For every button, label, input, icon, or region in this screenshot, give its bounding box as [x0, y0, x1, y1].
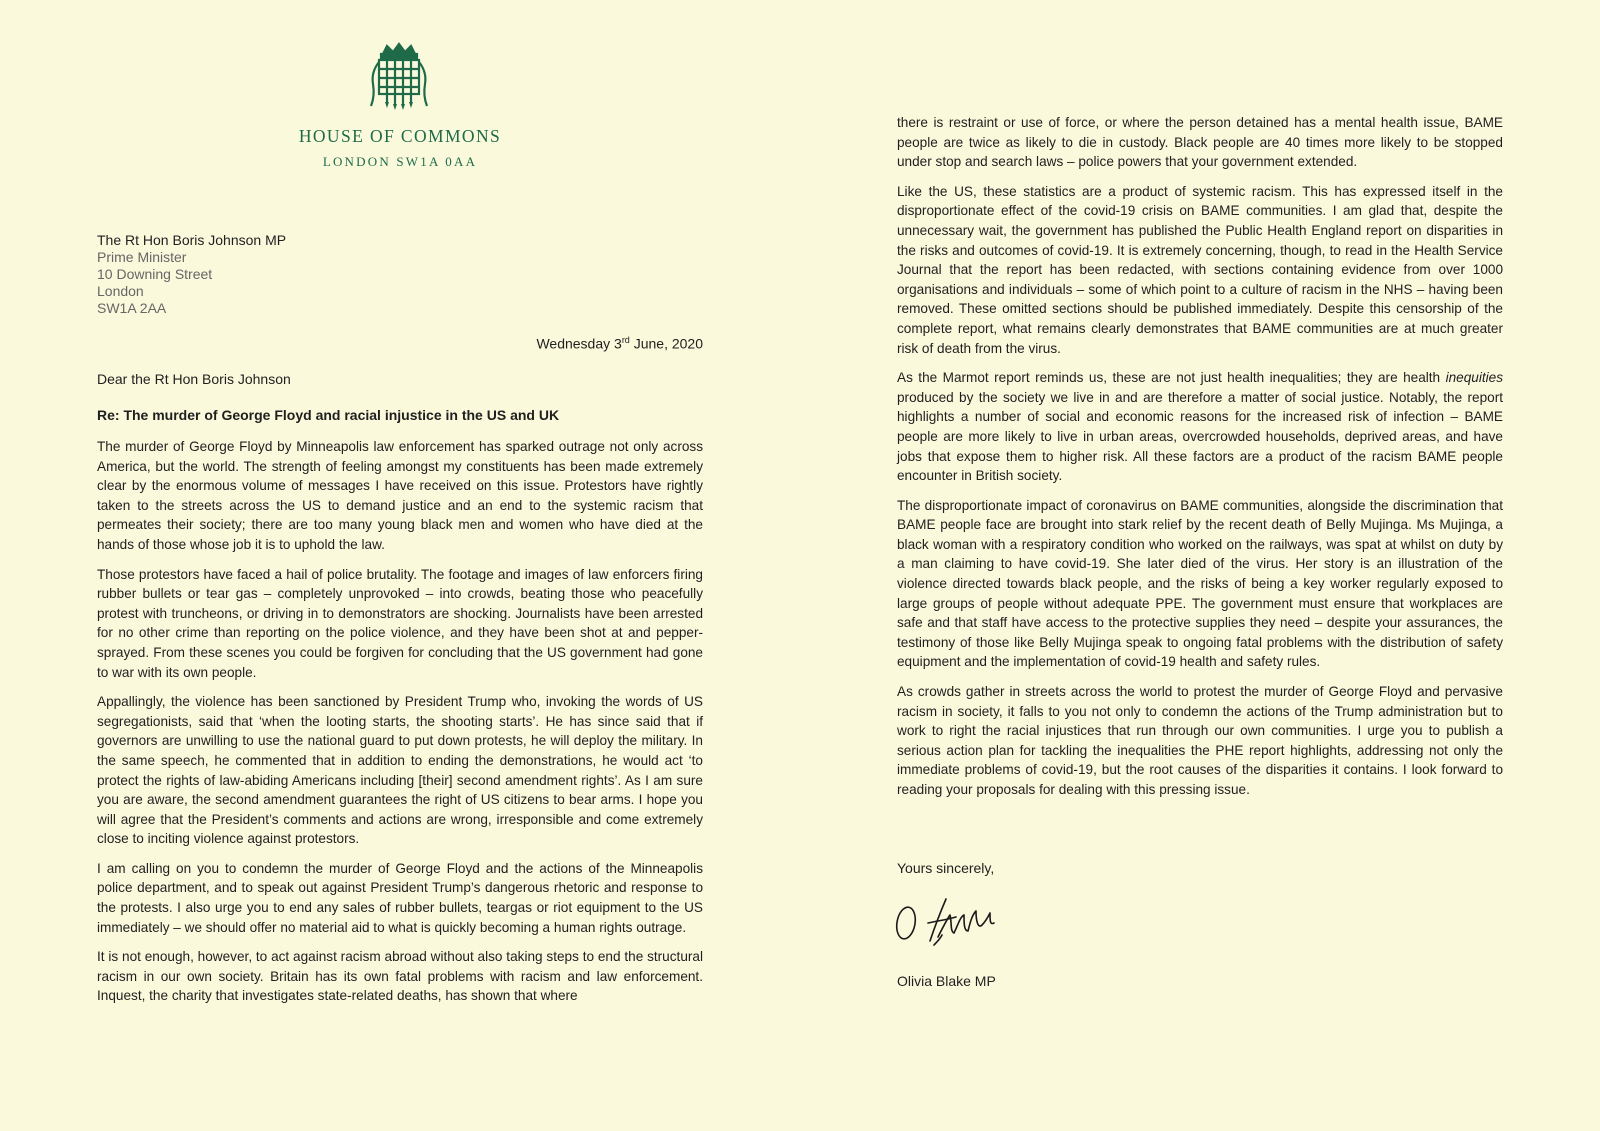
recipient-line: London	[97, 283, 144, 299]
body-paragraph: It is not enough, however, to act against racism abroad without also taking steps to end the structural racism in our own society. Britain has its own fatal problems with racism and law enforcement. Inquest, the charity that investigates state-related deaths, has shown that where	[97, 949, 703, 1004]
body-paragraph-marmot	[897, 368, 1503, 486]
body-paragraph: The murder of George Floyd by Minneapolis law enforcement has sparked outrage not only across America, but the world. The strength of feeling amongst my constituents has been made extremely clear by the enormous volume of messages I have received on this issue. Protestors have rightly taken to the streets across the US to demand justice and an end to the systemic racism that permeates their society; there are too many young black men and women who have died at the hands of those whose job it is to uphold the law.	[97, 439, 703, 552]
body-paragraph: Like the US, these statistics are a product of systemic racism. This has expressed itself in the disproportionate effect of the covid-19 crisis on BAME communities. I am glad that, despite the unnecessary wait, the government has published the Public Health England report on disparities in the risks and outcomes of covid-19. It is extremely concerning, though, to read in the Health Service Journal that the report has been redacted, with sections containing evidence from over 1000 organisations and individuals – some of which point to a culture of racism in the NHS – having been removed. These omitted sections should be published immediately. Despite this censorship of the complete report, what remains clearly demonstrates that BAME communities are at much greater risk of death from the virus.	[897, 183, 1503, 356]
letterhead-address: LONDON SW1A 0AA	[322, 154, 478, 169]
body-paragraph: I am calling on you to condemn the murder of George Floyd and the actions of the Minneapolis police department, and to speak out against President Trump’s dangerous rhetoric and response to the protests. I also urge you to end any sales of rubber bullets, teargas or riot equipment to the US immediately – we should offer no material aid to what is quickly becoming a human rights outrage.	[97, 860, 703, 935]
recipient-address	[97, 232, 286, 317]
body-paragraph: there is restraint or use of force, or where the person detained has a mental health issue, BAME people are twice as likely to die in custody. Black people are 40 times more likely to be stopped under stop and search laws – police powers that your government extended.	[897, 115, 1503, 170]
date-ordinal: rd	[621, 335, 630, 345]
recipient-line: 10 Downing Street	[97, 266, 213, 282]
portcullis-crest-icon	[369, 42, 429, 112]
date-day: Wednesday 3	[536, 335, 622, 352]
signatory-name: Olivia Blake MP	[897, 973, 996, 989]
letter-date	[97, 335, 703, 352]
salutation: Dear the Rt Hon Boris Johnson	[97, 371, 291, 387]
marmot-text: As the Marmot report reminds us, these are not just health inequalities; they are health	[897, 370, 1446, 386]
recipient-line: Prime Minister	[97, 249, 187, 265]
body-paragraph: The disproportionate impact of coronavirus on BAME communities, alongside the discrimination that BAME people face are brought into stark relief by the recent death of Belly Mujinga. Ms Mujinga, a black woman with a respiratory condition who worked on the railways, was spat at whilst on duty by a man claiming to have covid-19. She later died of the virus. Her story is an illustration of the violence directed towards black people, and the risks of being a key worker regularly exposed to large groups of people without adequate PPE. The government must ensure that workplaces are safe and that staff have access to the protective supplies they need – despite your assurances, the testimony of those like Belly Mujinga speak to ongoing fatal problems with the distribution of safety equipment and the implementation of covid-19 health and safety rules.	[897, 497, 1503, 670]
subject-line: Re: The murder of George Floyd and racial injustice in the US and UK	[97, 407, 560, 423]
recipient-name: The Rt Hon Boris Johnson MP	[97, 232, 287, 248]
right-column-body	[897, 113, 1503, 810]
marmot-emphasis: inequities	[1445, 370, 1503, 386]
closing: Yours sincerely,	[897, 860, 995, 876]
marmot-text: produced by the society we live in and are therefore a matter of social justice. Notably, the report highlights a number of social and economic reasons for the increased risk of infection – BAME people are more likely to live in urban areas, overcrowded households, deprived areas, and have jobs that expose them to higher risk. All these factors are a product of the racism BAME people encounter in British society.	[897, 389, 1503, 484]
letterhead-title: HOUSE OF COMMONS	[298, 126, 502, 146]
left-column-body	[97, 437, 703, 1016]
body-paragraph: As crowds gather in streets across the world to protest the murder of George Floyd and pervasive racism in society, it falls to you not only to condemn the actions of the Trump administration but to work to right the racial injustices that run through our own communities. I urge you to publish a serious action plan for tackling the inequalities the PHE report highlights, addressing not only the immediate problems of covid-19, but the root causes of the disparities it contains. I look forward to reading your proposals for dealing with this pressing issue.	[897, 684, 1503, 797]
recipient-line: SW1A 2AA	[97, 300, 167, 316]
body-paragraph: Those protestors have faced a hail of police brutality. The footage and images of law enforcers firing rubber bullets or tear gas – completely unprovoked – into crowds, beating those who peacefully protest with truncheons, or driving in to demonstrators are shocking. Journalists have been arrested for no other crime than reporting on the police violence, and they have been shot at and pepper-sprayed. From these scenes you could be forgiven for concluding that the US government had gone to war with its own people.	[97, 566, 703, 680]
body-paragraph: Appallingly, the violence has been sanctioned by President Trump who, invoking the words of US segregationists, said that ‘when the looting starts, the shooting starts’. He has since said that if governors are unwilling to use the national guard to put down protests, he will deploy the military. In the same speech, he commented that in addition to ending the demonstrations, he would act ‘to protect the rights of law-abiding Americans including [their] second amendment rights’. As I am sure you are aware, the second amendment guarantees the right of US citizens to bear arms. I hope you will agree that the President’s comments and actions are wrong, irresponsible and come extremely close to inciting violence against protestors.	[97, 694, 703, 847]
date-month-year: June, 2020	[629, 335, 703, 352]
handwritten-signature-icon	[894, 893, 1004, 951]
